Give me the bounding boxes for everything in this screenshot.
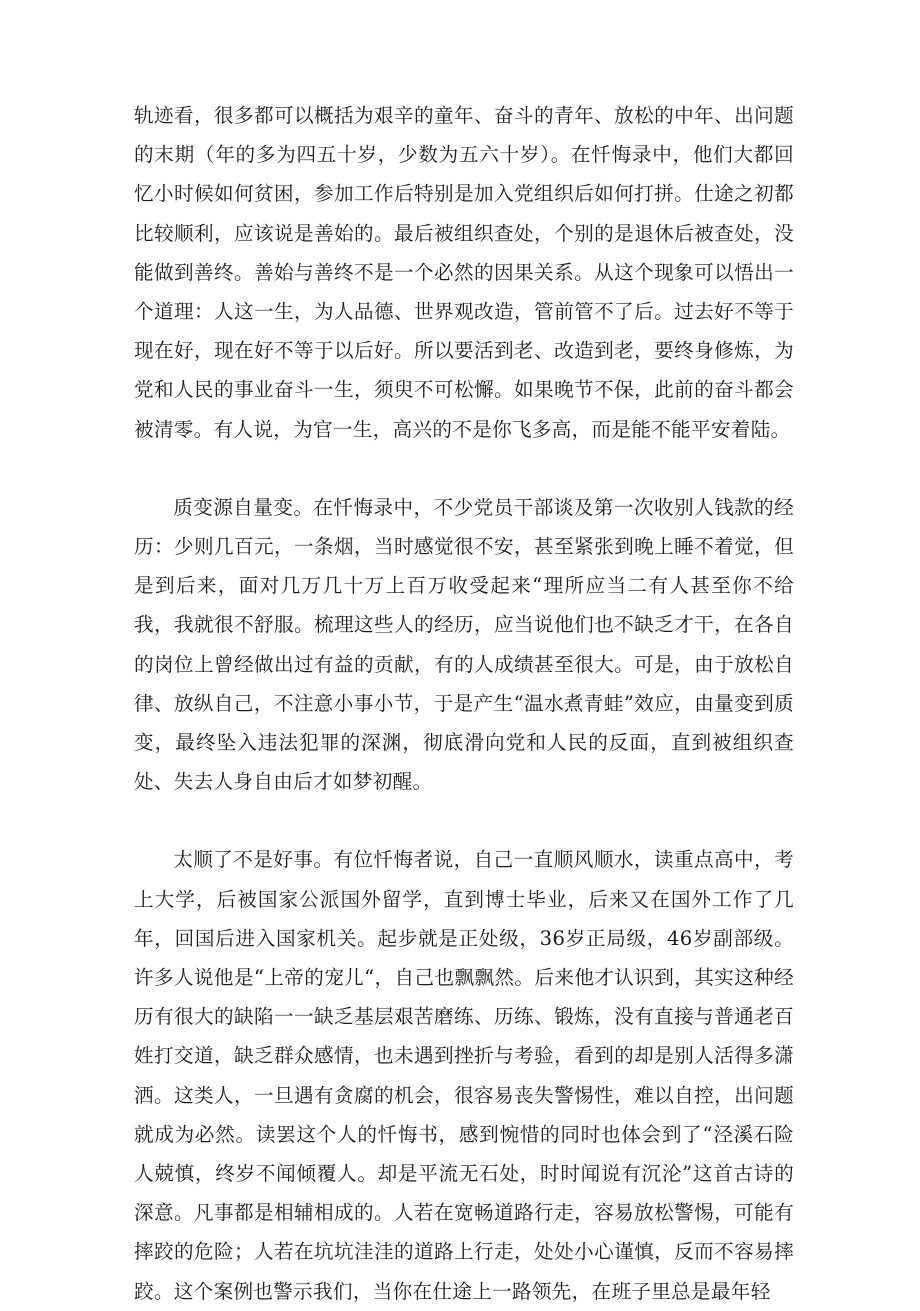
- paragraph-2: 质变源自量变。在忏悔录中，不少党员干部谈及第一次收别人钱款的经历：少则几百元，一条烟，当时感觉很不安，甚至紧张到晚上睡不着觉，但是到后来，面对几万几十万上百万收受起来“理所应当二有人甚至你不给我，我就很不舒服。梳理这些人的经历，应当说他们也不缺乏才干，在各自的岗位上曾经做出过有益的贡献，有的人成绩甚至很大。可是，由于放松自律、放纵自己，不注意小事小节，于是产生“温水煮青蛙”效应，由量变到质变，最终坠入违法犯罪的深渊，彻底滑向党和人民的反面，直到被组织查处、失去人身自由后才如梦初醒。: [134, 495, 794, 794]
- paragraph-1: 轨迹看，很多都可以概括为艰辛的童年、奋斗的青年、放松的中年、出问题的末期（年的多为四五十岁，少数为五六十岁）。在忏悔录中，他们大都回忆小时候如何贫困，参加工作后特别是加入党组织后如何打拼。仕途之初都比较顺利，应该说是善始的。最后被组织查处，个别的是退休后被查处，没能做到善终。善始与善终不是一个必然的因果关系。从这个现象可以悟出一个道理：人这一生，为人品德、世界观改造，管前管不了后。过去好不等于现在好，现在好不等于以后好。所以要活到老、改造到老，要终身修炼，为党和人民的事业奋斗一生，须臾不可松懈。如果晚节不保，此前的奋斗都会被清零。有人说，为官一生，高兴的不是你飞多高，而是能不能平安着陆。: [134, 104, 794, 441]
- paragraph-3: 太顺了不是好事。有位忏悔者说，自己一直顺风顺水，读重点高中，考上大学，后被国家公派国外留学，直到博士毕业，后来又在国外工作了几年，回国后进入国家机关。起步就是正处级，36岁正局级，46岁副部级。许多人说他是“上帝的宠儿“，自己也飘飘然。后来他才认识到，其实这种经历有很大的缺陷一一缺乏基层艰苦磨练、历练、锻炼，没有直接与普通老百姓打交道，缺乏群众感情，也未遇到挫折与考验，看到的却是别人活得多潇洒。这类人，一旦遇有贪腐的机会，很容易丧失警惕性，难以自控，出问题就成为必然。读罢这个人的忏悔书，感到惋惜的同时也体会到了“泾溪石险人兢慎，终岁不闻倾覆人。却是平流无石处，时时闻说有沉沦”这首古诗的深意。凡事都是相辅相成的。人若在宽畅道路行走，容易放松警惕，可能有摔跤的危险；人若在坑坑洼洼的道路上行走，处处小心谨慎，反而不容易摔跤。这个案例也警示我们，当你在仕途上一路领先，在班子里总是最年轻: [134, 848, 794, 1303]
- document-page: [134, 96, 794, 1311]
